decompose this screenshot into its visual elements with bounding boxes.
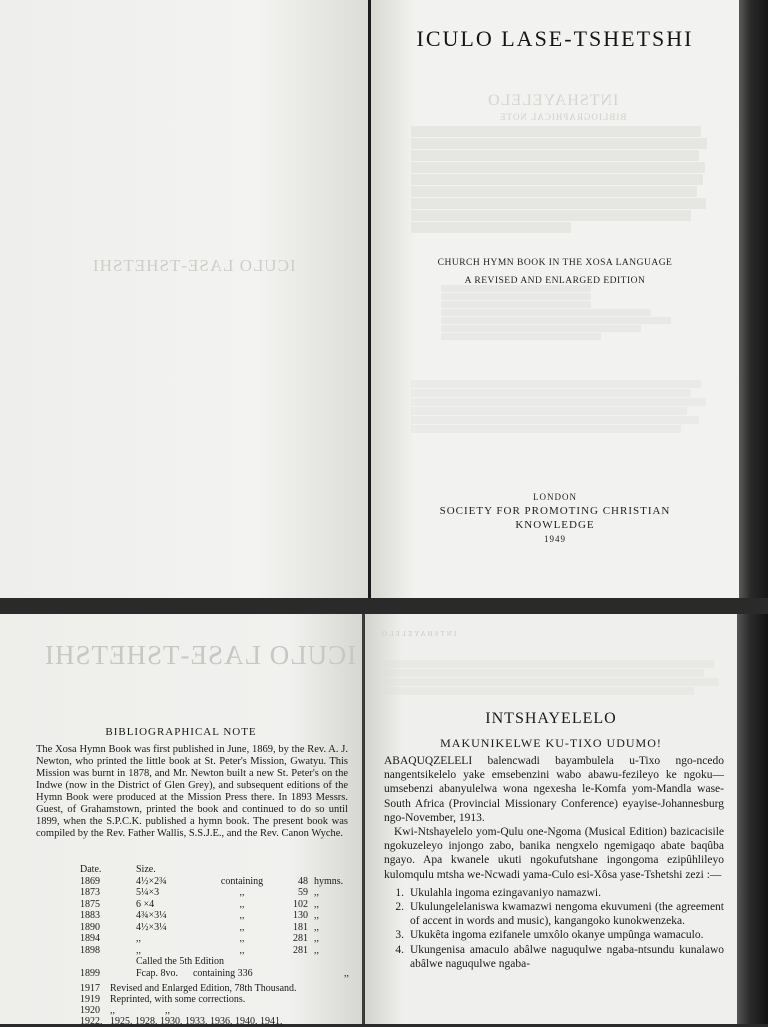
cell-year: 1883 (80, 910, 100, 921)
cell-containing: containing (220, 875, 264, 887)
book-edge (739, 0, 768, 598)
title-page (371, 0, 739, 598)
cell-containing: ,, (239, 933, 245, 944)
edition-year: 1920 (80, 1005, 100, 1016)
cell-size: 5¼×3 (136, 887, 160, 898)
cell-size: ,, (136, 933, 141, 944)
cell-count: 281 (293, 944, 308, 956)
subtitle-line-2: A REVISED AND ENLARGED EDITION (464, 276, 646, 286)
cell-containing: ,, (239, 944, 245, 956)
list-item-number: 4. (395, 943, 404, 956)
later-editions (80, 983, 350, 1027)
table-row (80, 922, 378, 934)
edition-row (80, 983, 350, 994)
cell-year: 1873 (80, 887, 100, 898)
cell-containing: ,, (239, 887, 245, 898)
list-item-number: 1. (395, 886, 404, 899)
table-row (80, 899, 378, 911)
list-item-number: 3. (395, 929, 404, 942)
cell-year: 1898 (80, 944, 100, 956)
cell-count: 48 (298, 875, 308, 887)
show-through-lines-lower (384, 660, 724, 696)
table-row (80, 876, 378, 888)
table-header (80, 864, 378, 876)
table-body (80, 876, 378, 957)
show-through-text (411, 126, 711, 234)
cell-count: 59 (298, 887, 308, 898)
cell-containing: ,, (239, 921, 245, 933)
list-item-text: Ukukêta ingoma ezifanele umxôlo okanye umpûnga wamaculo. (410, 929, 704, 942)
editions-table (80, 864, 378, 979)
title-page-verso (0, 0, 368, 598)
cell-year: 1890 (80, 921, 100, 933)
show-through-heading: INTSHAYELELO (487, 92, 619, 109)
edition-year: 1922, (80, 1016, 103, 1027)
cell-year: 1894 (80, 933, 100, 944)
list-item (384, 928, 724, 942)
cell-year: 1869 (80, 875, 100, 887)
cell-containing: ,, (239, 898, 245, 910)
edition-year: 1917 (80, 983, 100, 994)
cell-unit: ,, (314, 944, 319, 956)
cell-count: 281 (293, 933, 308, 944)
show-through-title: ICULO LASE-TSHETSHI (92, 256, 296, 275)
bibliographical-paragraph: The Xosa Hymn Book was first published in June, 1869, by the Rev. A. J. Newton, who printed the little book at St. Peter's Mission, Gwatyu. This Mission was burnt in 1878, and Mr. Newton built a new St. Peter's on the Indwe (now in the District of Glen Grey), and subsequent editions of the Hymn Book were produced at the Mission Press there. In 1893 Messrs. Guest, of Grahamstown, printed the book and continued to do so until 1899, when the S.P.C.K. published a hymn book. The present book was compiled by the Rev. Father Wallis, S.S.J.E., and the Rev. Canon Wyche. (36, 744, 348, 839)
cell-unit: ,, (314, 910, 319, 921)
show-through-lower-text (411, 380, 711, 434)
introduction-paragraph-1: ABAQUQZELELI balencwadi bayambulela u-Tixo ngo-ncedo nangentsikelelo yake emsebenzini wabo abawu-fezileyo ke ngoku—umsebenzi abanyulelwa wona ngexesha le-Komfa yom-Mandla wase-South Africa (Provincial Missionary Conference) eyayise-Johannesburg ngo-November, 1913. (384, 755, 724, 824)
size-header: Size. (136, 864, 156, 875)
table-row (80, 887, 378, 899)
show-through-subheading: BIBLIOGRAPHICAL NOTE (499, 112, 627, 122)
table-row (80, 968, 378, 980)
publisher-city: LONDON (533, 492, 577, 502)
table-row (80, 945, 378, 957)
edition-row (80, 1016, 350, 1027)
list-item-text: Ukulahla ingoma ezingavaniyo namazwi. (410, 886, 601, 899)
cell-unit: ,, (314, 921, 319, 933)
cell-containing: ,, (239, 910, 245, 921)
cell-count: 181 (293, 921, 308, 933)
cell-unit: ,, (314, 887, 319, 898)
publisher-name-line-1: SOCIETY FOR PROMOTING CHRISTIAN (439, 505, 671, 517)
cell-size: ,, (136, 944, 141, 956)
list-item (384, 886, 724, 900)
cell-year: 1875 (80, 898, 100, 910)
list-item-number: 2. (395, 901, 404, 914)
show-through-table (441, 285, 681, 341)
cell-count: 102 (293, 898, 308, 910)
cell-unit: ,, (314, 933, 319, 944)
introduction-subtitle: MAKUNIKELWE KU-TIXO UDUMO! (440, 736, 662, 750)
introduction-title: INTSHAYELELO (485, 710, 617, 727)
edition-text: 1925, 1928, 1930, 1933, 1936, 1940, 1941, (110, 1016, 283, 1027)
edition-row (80, 994, 350, 1005)
cell-size: 6 ×4 (136, 898, 155, 910)
edition-text: Revised and Enlarged Edition, 78th Thousand. (110, 983, 297, 994)
book-edge-lower (737, 614, 768, 1024)
edition-text: Reprinted, with some corrections. (110, 994, 246, 1005)
row-1899-year: 1899 (80, 967, 100, 979)
edition-text: ,, ,, (110, 1005, 170, 1016)
bibliographical-heading: BIBLIOGRAPHICAL NOTE (105, 726, 257, 738)
cell-size: 4½×3¼ (136, 921, 167, 933)
book-title: ICULO LASE-TSHETSHI (416, 26, 694, 51)
introduction-paragraph-2: Kwi-Ntshayelelo yom-Qulu one-Ngoma (Musical Edition) bazicacisile ngokuzeleyo injongo zabo, banika nengxelo ngemigaqo abate baqûba ngayo. Apa kwanele ukuti ngokufutshane ingongoma ezipûhlileyo kulomqulu mtsha we-Ncwadi yama-Culo esi-Xôsa yase-Tshetshi zezi :— (384, 826, 724, 881)
cell-size: 4¾×3¼ (136, 910, 167, 921)
show-through-running-head: INTSHAYELELO (380, 630, 457, 638)
table-row (80, 910, 378, 922)
list-item-text: Ukulungelelaniswa kwamazwi nengoma ekuvumeni (the agreement of accent in words and music), kangangoko kunokwenzeka. (410, 901, 724, 928)
list-item (384, 943, 724, 971)
edition-row (80, 1005, 350, 1016)
row-1899-text: Fcap. 8vo. containing 336 (136, 967, 253, 979)
cell-unit: hymns. (314, 875, 344, 887)
introduction-body (384, 754, 724, 971)
list-item (384, 900, 724, 928)
publisher-name-line-2: KNOWLEDGE (515, 519, 595, 531)
edition-year: 1919 (80, 994, 100, 1005)
cell-unit: ,, (314, 898, 319, 910)
row-1899-unit: ,, (344, 967, 349, 979)
table-note: Called the 5th Edition (136, 956, 225, 967)
introduction-list (384, 886, 724, 971)
subtitle-line-1: CHURCH HYMN BOOK IN THE XOSA LANGUAGE (437, 258, 673, 268)
imprint (371, 490, 739, 546)
date-header: Date. (80, 864, 102, 875)
show-through-title-lower: ICULO LASE-TSHETSHI (44, 640, 357, 670)
cell-size: 4½×2¾ (136, 875, 167, 887)
publication-year: 1949 (544, 534, 566, 544)
list-item-text: Ukungenisa amaculo abâlwe naguqulwe ngaba-ntsundu kunalawo abâlwe naguqulwe ngaba- (410, 943, 724, 970)
cell-count: 130 (293, 910, 308, 921)
table-row (80, 933, 378, 945)
